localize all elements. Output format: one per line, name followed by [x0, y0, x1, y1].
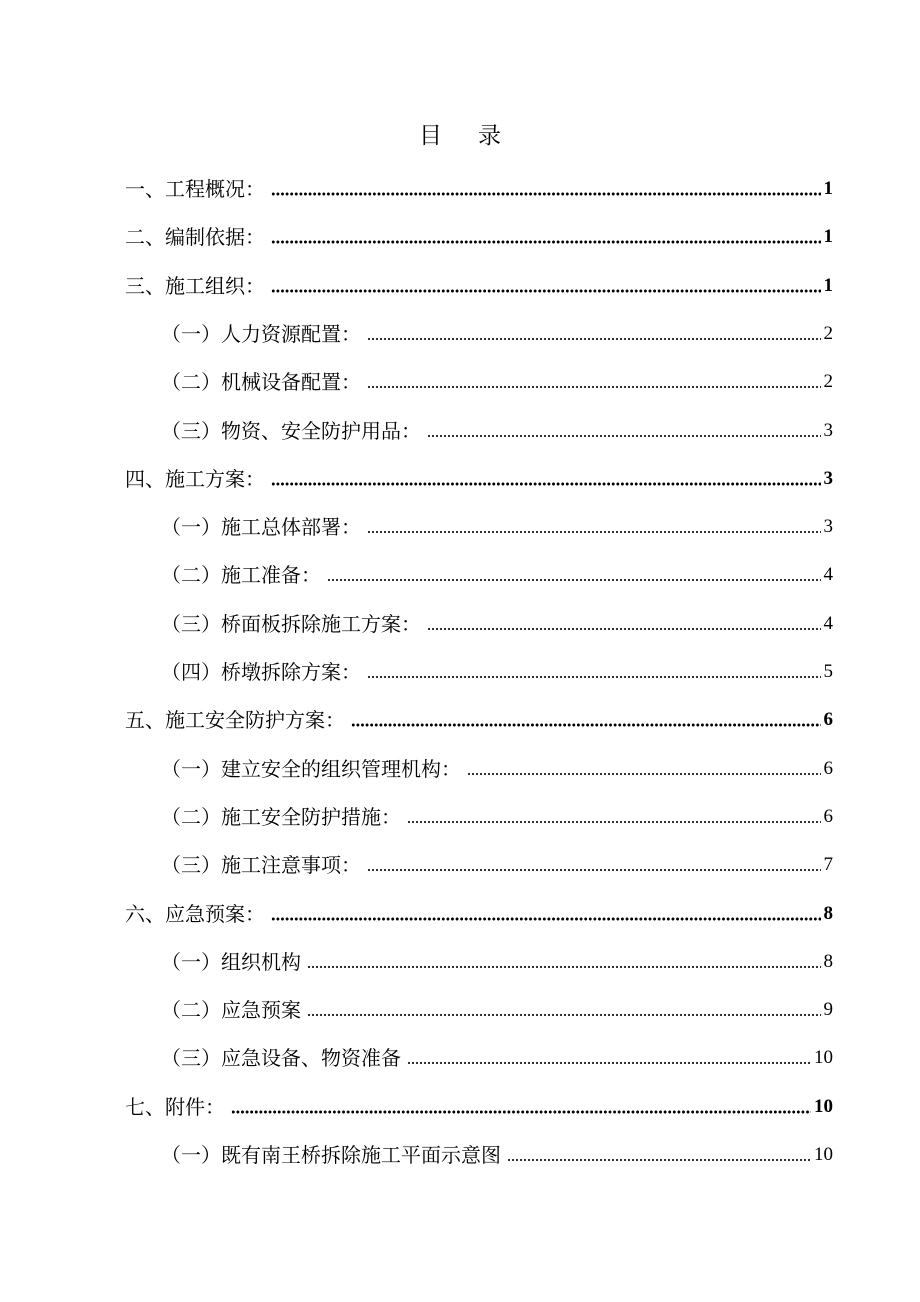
- toc-title-part2: 录: [478, 123, 501, 149]
- toc-entry-page-number: 10: [814, 1047, 833, 1069]
- toc-entry[interactable]: [161, 356, 833, 396]
- toc-dot-leader: [367, 867, 821, 873]
- toc-entry-page-number: 6: [823, 709, 833, 731]
- toc-dot-leader: [231, 1109, 811, 1115]
- toc-dot-leader: [367, 529, 821, 535]
- toc-dot-leader: [271, 239, 821, 245]
- toc-entry-page-number: 5: [823, 661, 833, 682]
- toc-entry-page-number: 2: [823, 371, 833, 393]
- toc-dot-leader: [271, 288, 821, 294]
- toc-dot-leader: [507, 1157, 811, 1163]
- toc-entry[interactable]: [125, 1081, 833, 1121]
- toc-entry-label: 六、应急预案：: [125, 901, 265, 926]
- toc-dot-leader: [307, 964, 821, 970]
- toc-dot-leader: [427, 433, 821, 439]
- toc-entry-page-number: 9: [823, 999, 833, 1021]
- toc-dot-leader: [271, 916, 821, 922]
- toc-entry[interactable]: [161, 405, 833, 445]
- toc-dot-leader: [427, 626, 821, 632]
- toc-entry-page-number: 6: [823, 805, 833, 827]
- toc-entry-label: （二）施工准备：: [161, 563, 321, 588]
- toc-entry-page-number: 3: [823, 467, 833, 489]
- toc-entry[interactable]: [161, 984, 833, 1024]
- toc-entry[interactable]: [125, 888, 833, 928]
- toc-entry-label: 五、施工安全防护方案：: [125, 708, 345, 733]
- toc-entry-label: （三）应急设备、物资准备: [161, 1046, 401, 1071]
- toc-entry-label: （二）机械设备配置：: [161, 370, 361, 395]
- toc-entry-page-number: 1: [823, 274, 833, 296]
- toc-entry[interactable]: [161, 791, 833, 831]
- toc-entry-label: （二）应急预案: [161, 998, 301, 1023]
- toc-entry[interactable]: [161, 598, 833, 638]
- toc-entry[interactable]: [161, 936, 833, 976]
- toc-entry-page-number: 4: [823, 612, 833, 634]
- toc-entry-label: （一）施工总体部署：: [161, 515, 361, 540]
- toc-dot-leader: [271, 481, 821, 487]
- toc-entry-page-number: 10: [814, 1144, 833, 1165]
- toc-dot-leader: [407, 1060, 811, 1066]
- toc-entry[interactable]: [161, 646, 833, 686]
- toc-entry-page-number: 2: [823, 322, 833, 344]
- toc-dot-leader: [367, 674, 821, 680]
- toc-entry-page-number: 8: [823, 950, 833, 972]
- toc-entry-page-number: 3: [823, 516, 833, 538]
- toc-dot-leader: [271, 191, 821, 197]
- toc-dot-leader: [327, 577, 821, 583]
- toc-entry[interactable]: [161, 501, 833, 541]
- toc-entry-page-number: 1: [823, 226, 833, 248]
- toc-entry[interactable]: [161, 308, 833, 348]
- toc-entry-label: 三、施工组织：: [125, 273, 265, 298]
- toc-entry[interactable]: [125, 260, 833, 300]
- toc-entry-label: （三）物资、安全防护用品：: [161, 418, 421, 443]
- toc-entry[interactable]: [125, 694, 833, 734]
- toc-entry-page-number: 1: [823, 178, 833, 199]
- toc-entry-label: （一）既有南王桥拆除施工平面示意图: [161, 1143, 501, 1167]
- toc-entry-label: 一、工程概况：: [125, 177, 265, 201]
- toc-entry-label: （四）桥墩拆除方案：: [161, 660, 361, 684]
- toc-entry[interactable]: [125, 453, 833, 493]
- toc-entry-label: 七、附件：: [125, 1094, 225, 1119]
- toc-dot-leader: [407, 819, 821, 825]
- toc-entry[interactable]: [161, 839, 833, 879]
- toc-entry-page-number: 8: [823, 902, 833, 924]
- toc-entry-label: 二、编制依据：: [125, 225, 265, 250]
- toc-entry-page-number: 3: [823, 419, 833, 441]
- toc-entry-label: （一）人力资源配置：: [161, 321, 361, 346]
- toc-entry-label: （三）桥面板拆除施工方案：: [161, 611, 421, 636]
- toc-entry-label: （三）施工注意事项：: [161, 853, 361, 878]
- toc-dot-leader: [307, 1012, 821, 1018]
- toc-entry[interactable]: [161, 1129, 833, 1169]
- toc-entry[interactable]: [161, 743, 833, 783]
- toc-dot-leader: [367, 336, 821, 342]
- toc-dot-leader: [351, 722, 821, 728]
- toc-entry-label: （一）建立安全的组织管理机构：: [161, 756, 461, 781]
- toc-entry-label: （一）组织机构: [161, 949, 301, 974]
- toc-entry[interactable]: [125, 163, 833, 203]
- toc-title-part1: 目: [419, 123, 442, 149]
- toc-dot-leader: [367, 384, 821, 390]
- toc-entry-page-number: 10: [814, 1095, 833, 1117]
- toc-entry-label: （二）施工安全防护措施：: [161, 804, 401, 829]
- toc-entry-page-number: 7: [823, 854, 833, 876]
- toc-dot-leader: [467, 771, 821, 777]
- toc-entry[interactable]: [161, 549, 833, 589]
- toc-entry-page-number: 6: [823, 757, 833, 779]
- toc-entry-label: 四、施工方案：: [125, 466, 265, 491]
- toc-entry[interactable]: [125, 211, 833, 251]
- toc-title: [0, 118, 920, 154]
- toc-entry[interactable]: [161, 1032, 833, 1072]
- toc-entry-page-number: 4: [823, 564, 833, 586]
